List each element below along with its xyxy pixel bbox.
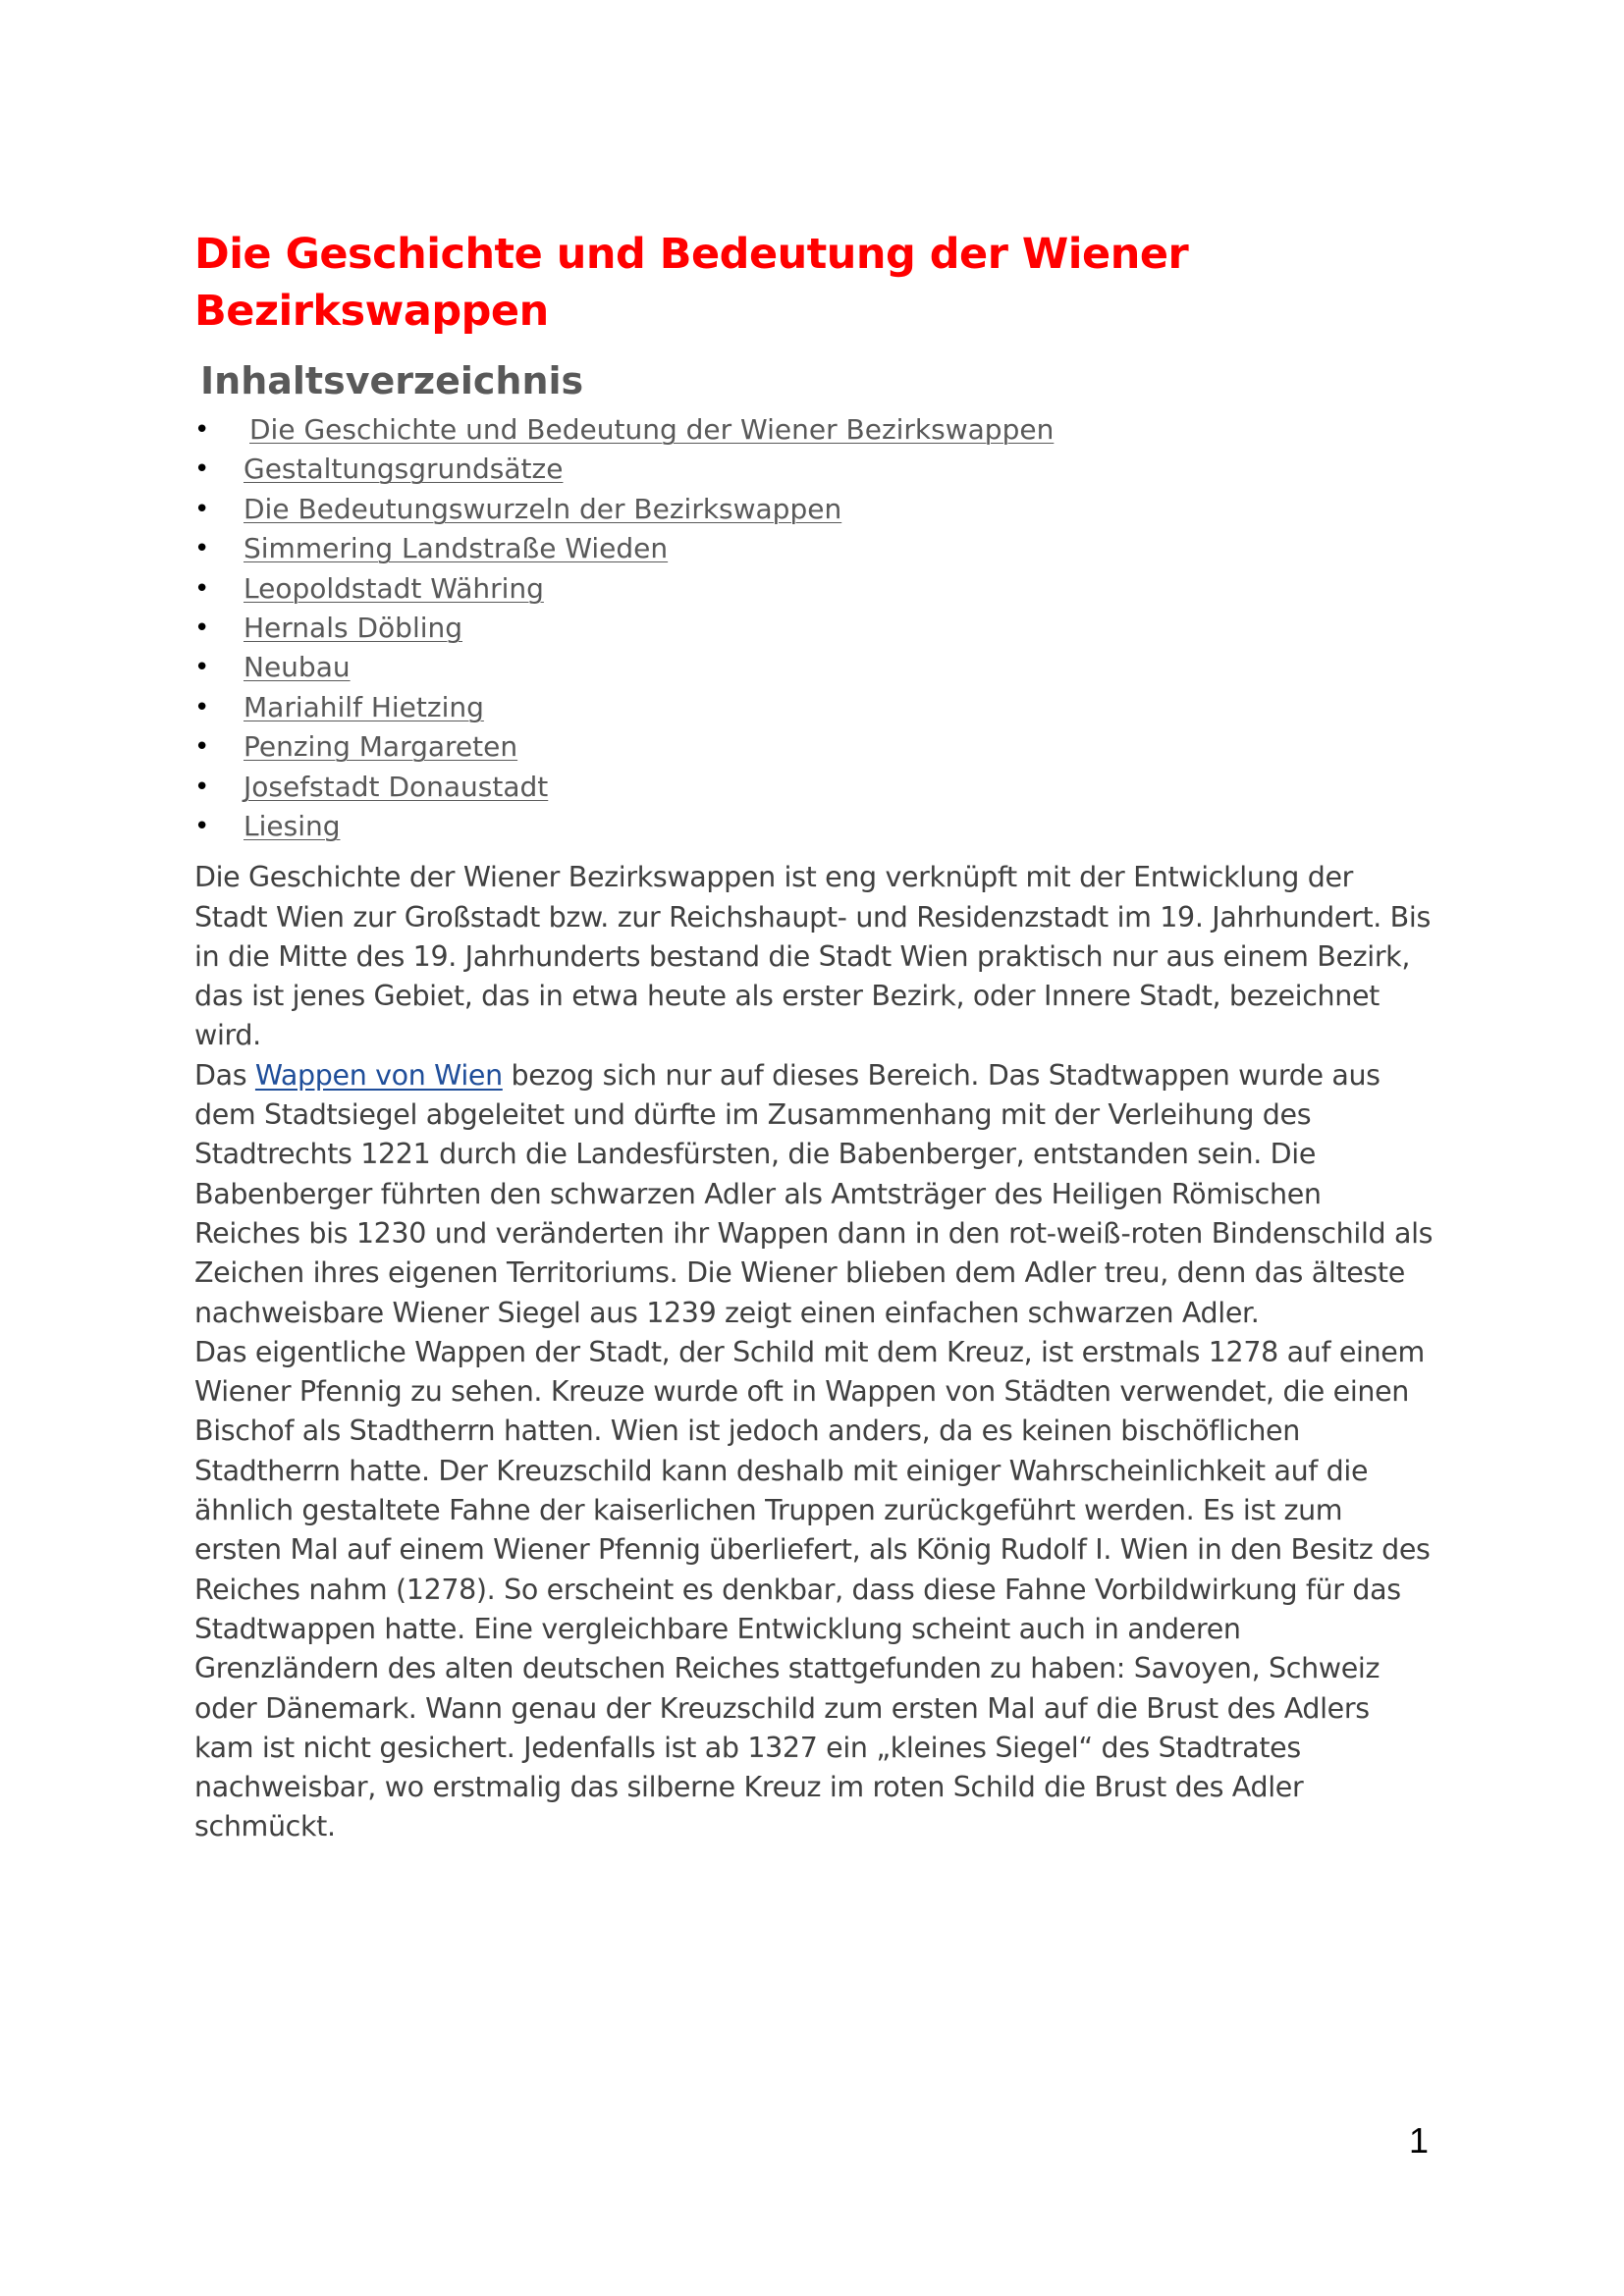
page-number: 1 (1409, 2120, 1430, 2161)
bullet-icon: • (194, 415, 210, 445)
paragraph-kreuz: Das eigentliche Wappen der Stadt, der Schild mit dem Kreuz, ist erstmals 1278 auf einem Wiener Pfennig zu sehen. Kreuze wurde oft in Wappen von Städten verwendet, die einen Bischof als Stadtherrn hatten. Wien ist jedoch anders, da es keinen bischöflichen Stadtherrn hatte. Der Kreuzschild kann deshalb mit einiger Wahrscheinlichkeit auf die ähnlich gestaltete Fahne der kaiserlichen Truppen zurückgeführt werden. Es ist zum ersten Mal auf einem Wiener Pfennig überliefert, als König Rudolf I. Wien in den Besitz des Reiches nahm (1278). So erscheint es denkbar, dass diese Fahne Vorbildwirkung für das Stadtwappen hatte. Eine vergleichbare Entwicklung scheint auch in anderen Grenzländern des alten deutschen Reiches stattgefunden zu haben: Savoyen, Schweiz oder Dänemark. Wann genau der Kreuzschild zum ersten Mal auf die Brust des Adlers kam ist nicht gesichert. Jedenfalls ist ab 1327 ein „kleines Siegel“ des Stadtrates nachweisbar, wo erstmalig das silberne Kreuz im roten Schild die Brust des Adler schmückt. (194, 1335, 1431, 1843)
paragraph-prefix: Das (194, 1058, 255, 1092)
paragraph-suffix: bezog sich nur auf dieses Bereich. Das Stadtwappen wurde aus dem Stadtsiegel abgeleitet und dürfte im Zusammenhang mit der Verleihung des Stadtrechts 1221 durch die Landesfürsten, die Babenberger, entstanden sein. Die Babenberger führten den schwarzen Adler als Amtsträger des Heiligen Römischen Reiches bis 1230 und veränderten ihr Wappen dann in den rot-weiß-roten Bindenschild als Zeichen ihres eigenen Territoriums. Die Wiener blieben dem Adler treu, denn das älteste nachweisbare Wiener Siegel aus 1239 zeigt einen einfachen schwarzen Adler. (194, 1058, 1434, 1329)
toc-link[interactable]: Gestaltungsgrundsätze (244, 453, 564, 486)
bullet-icon: • (194, 454, 210, 485)
wappen-von-wien-link[interactable]: Wappen von Wien (254, 1058, 503, 1092)
bullet-icon: • (194, 494, 210, 524)
toc-item (194, 768, 1434, 807)
document-title: Die Geschichte und Bedeutung der Wiener Bezirkswappen (194, 230, 1189, 336)
toc-link[interactable]: Neubau (244, 651, 351, 684)
toc-item (194, 727, 1434, 767)
toc-item (194, 807, 1434, 846)
document-content (194, 226, 1434, 1847)
toc-item (194, 688, 1434, 727)
bullet-icon: • (194, 811, 210, 841)
toc-item (194, 648, 1434, 687)
toc-link[interactable]: Liesing (244, 809, 341, 842)
toc-item (194, 450, 1434, 489)
paragraph-intro: Die Geschichte der Wiener Bezirkswappen ist eng verknüpft mit der Entwicklung der Stadt Wien zur Großstadt bzw. zur Reichshaupt- und Residenzstadt im 19. Jahrhundert. Bis in die Mitte des 19. Jahrhunderts bestand die Stadt Wien praktisch nur aus einem Bezirk, das ist jenes Gebiet, das in etwa heute als erster Bezirk, oder Innere Stadt, bezeichnet wird. (194, 861, 1431, 1052)
toc-heading: Inhaltsverzeichnis (200, 359, 584, 402)
bullet-icon: • (194, 772, 210, 802)
toc-link[interactable]: Die Geschichte und Bedeutung der Wiener Bezirkswappen (249, 413, 1055, 446)
toc-link[interactable]: Penzing Margareten (244, 730, 518, 764)
toc-item (194, 529, 1434, 568)
bullet-icon: • (194, 573, 210, 604)
toc-item (194, 490, 1434, 529)
toc-item (194, 609, 1434, 648)
toc-link[interactable]: Simmering Landstraße Wieden (244, 532, 669, 565)
bullet-icon: • (194, 534, 210, 564)
toc-link[interactable]: Leopoldstadt Währing (244, 571, 544, 605)
body-text (194, 858, 1434, 1846)
bullet-icon: • (194, 653, 210, 683)
paragraph-wappen (194, 1056, 1434, 1333)
toc-link[interactable]: Die Bedeutungswurzeln der Bezirkswappen (244, 492, 842, 525)
bullet-icon: • (194, 732, 210, 763)
toc-item (194, 569, 1434, 609)
table-of-contents (194, 410, 1434, 846)
bullet-icon: • (194, 692, 210, 722)
bullet-icon: • (194, 613, 210, 643)
toc-item (194, 410, 1434, 450)
toc-link[interactable]: Mariahilf Hietzing (244, 690, 484, 723)
toc-link[interactable]: Josefstadt Donaustadt (244, 770, 549, 803)
toc-link[interactable]: Hernals Döbling (244, 611, 463, 644)
